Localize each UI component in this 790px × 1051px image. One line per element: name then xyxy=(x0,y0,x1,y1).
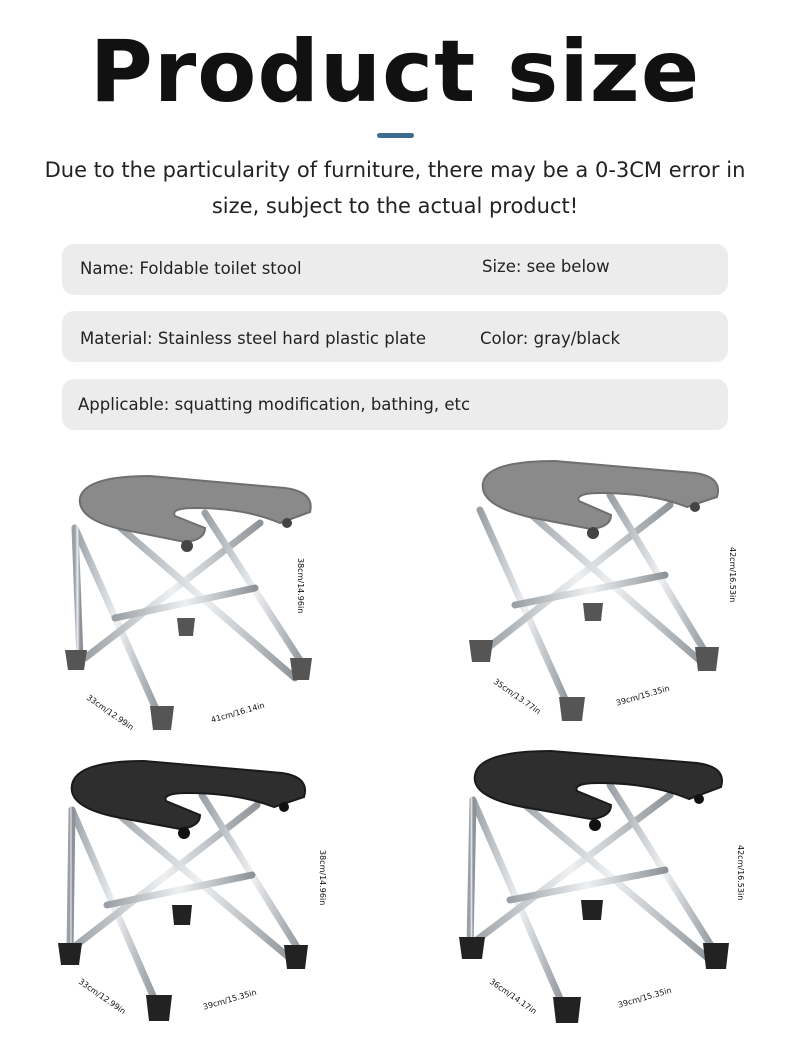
spec-color: Color: gray/black xyxy=(480,329,621,348)
width-dimension: 41cm/16.14in xyxy=(210,700,266,725)
stool-illustration xyxy=(455,745,755,1040)
height-dimension: 42cm/16.53in xyxy=(728,547,737,603)
depth-dimension: 33cm/12.99in xyxy=(84,693,136,733)
spec-size: Size: see below xyxy=(482,257,610,276)
width-dimension: 39cm/15.35in xyxy=(615,683,671,708)
spec-name: Name: Foldable toilet stool xyxy=(80,259,302,278)
width-dimension: 39cm/15.35in xyxy=(617,985,673,1010)
width-dimension: 39cm/15.35in xyxy=(202,987,258,1012)
depth-dimension: 33cm/12.99in xyxy=(76,977,128,1017)
size-error-notice: Due to the particularity of furniture, there may be a 0-3CM error in size, subject to the actual product! xyxy=(44,158,746,218)
stool-illustration xyxy=(455,455,755,740)
depth-dimension: 35cm/13.77in xyxy=(491,677,543,717)
spec-row-name-size xyxy=(62,244,728,295)
page-title: Product size xyxy=(89,22,701,122)
spec-row-applicable xyxy=(62,379,728,430)
depth-dimension: 36cm/14.17in xyxy=(487,977,539,1017)
spec-row-material-color xyxy=(62,311,728,362)
spec-material: Material: Stainless steel hard plastic plate xyxy=(80,329,427,348)
height-dimension: 42cm/16.53in xyxy=(736,845,745,901)
product-image-black-38 xyxy=(52,755,342,1040)
height-dimension: 38cm/14.96in xyxy=(296,558,305,614)
product-image-black-42 xyxy=(455,745,755,1040)
spec-applicable: Applicable: squatting modification, bathing, etc xyxy=(78,395,471,414)
product-image-gray-42 xyxy=(455,455,755,740)
title-underline xyxy=(377,133,414,138)
product-image-gray-38 xyxy=(55,468,345,748)
height-dimension: 38cm/14.96in xyxy=(318,850,327,906)
